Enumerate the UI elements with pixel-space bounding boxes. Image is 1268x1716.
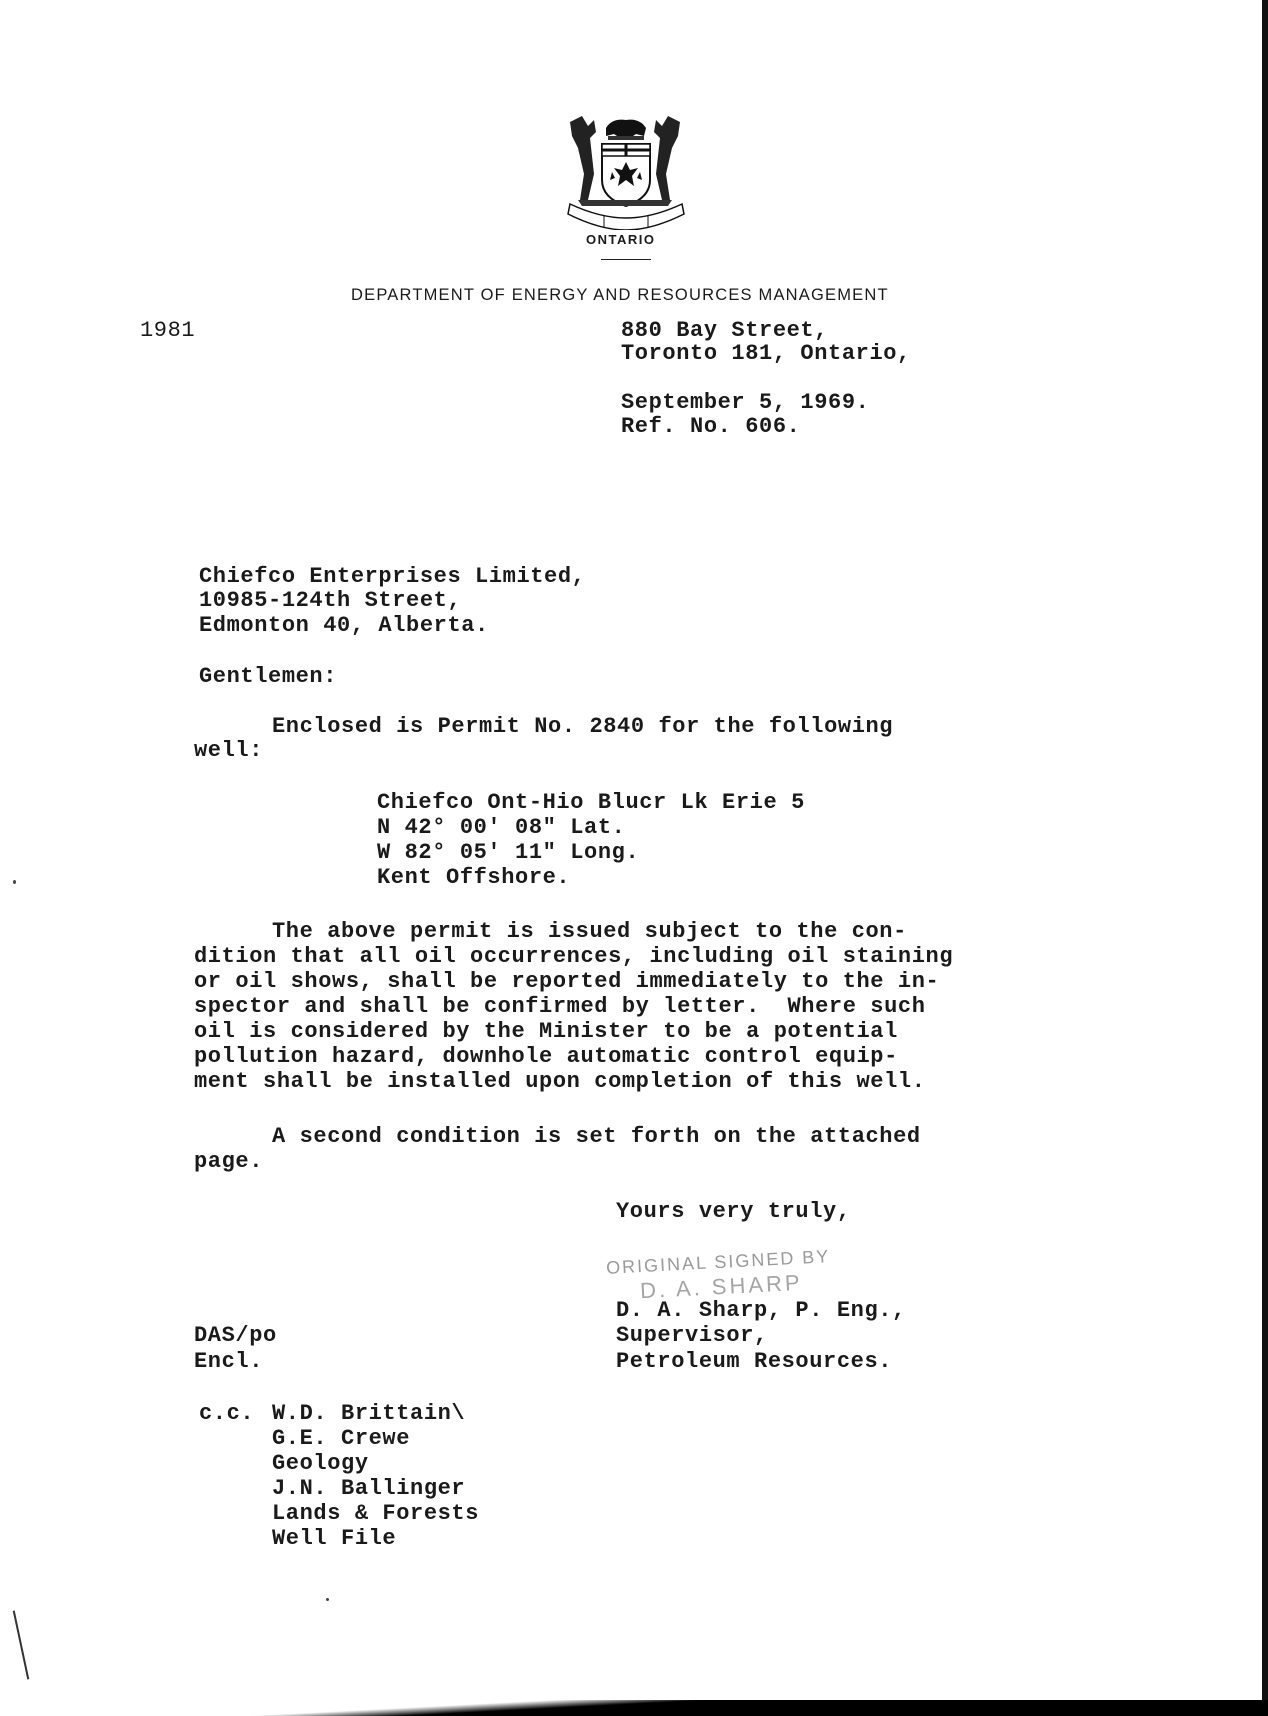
- scan-edge-bottom: [0, 1700, 1268, 1716]
- cc-recipient: Well File: [272, 1526, 397, 1551]
- reference-number: Ref. No. 606.: [621, 414, 801, 439]
- paragraph1-line1: Enclosed is Permit No. 2840 for the following: [272, 714, 894, 739]
- signatory-name: D. A. Sharp, P. Eng.,: [616, 1298, 906, 1323]
- letter-date: September 5, 1969.: [621, 390, 870, 415]
- signatory-unit: Petroleum Resources.: [616, 1349, 893, 1374]
- paragraph2-line: spector and shall be confirmed by letter. Where such: [194, 994, 926, 1019]
- cc-recipient: W.D. Brittain\: [272, 1401, 466, 1426]
- paragraph2-line: dition that all oil occurrences, including oil staining: [194, 944, 954, 969]
- scan-edge-right: [1262, 0, 1268, 1716]
- well-location: Kent Offshore.: [377, 865, 571, 890]
- signature-stamp: ORIGINAL SIGNED BY: [605, 1246, 831, 1278]
- cc-recipient: Lands & Forests: [272, 1501, 480, 1526]
- paragraph1-line2: well:: [194, 738, 264, 763]
- signature-stamp-name: D. A. SHARP: [639, 1269, 804, 1304]
- paragraph3-line1: A second condition is set forth on the attached: [272, 1124, 921, 1149]
- file-number: 1981: [140, 318, 196, 343]
- paragraph2-line: oil is considered by the Minister to be a potential: [194, 1019, 898, 1044]
- recipient-line3: Edmonton 40, Alberta.: [199, 613, 489, 638]
- well-longitude: W 82° 05' 11" Long.: [377, 840, 640, 865]
- ontario-coat-of-arms: [560, 114, 690, 230]
- enclosure-note: Encl.: [194, 1349, 264, 1374]
- cc-recipient: Geology: [272, 1451, 369, 1476]
- cc-recipient: G.E. Crewe: [272, 1426, 411, 1451]
- scan-speck: [326, 1598, 329, 1601]
- scan-mark: [13, 1611, 30, 1680]
- salutation: Gentlemen:: [199, 664, 338, 689]
- paragraph2-line: pollution hazard, downhole automatic control equip-: [194, 1044, 898, 1069]
- cc-recipient: J.N. Ballinger: [272, 1476, 466, 1501]
- signatory-title: Supervisor,: [616, 1323, 768, 1348]
- well-name: Chiefco Ont-Hio Blucr Lk Erie 5: [377, 790, 805, 815]
- well-latitude: N 42° 00' 08" Lat.: [377, 815, 626, 840]
- cc-label: c.c.: [199, 1401, 255, 1426]
- department-name: DEPARTMENT OF ENERGY AND RESOURCES MANAGEMENT: [351, 286, 889, 304]
- paragraph2-line: or oil shows, shall be reported immediately to the in-: [194, 969, 940, 994]
- sender-address-line2: Toronto 181, Ontario,: [621, 341, 911, 366]
- paragraph3-line2: page.: [194, 1149, 264, 1174]
- sender-address-line1: 880 Bay Street,: [621, 318, 829, 343]
- scan-speck: [13, 880, 16, 884]
- letterhead-divider: [601, 259, 651, 260]
- province-label: ONTARIO: [586, 232, 656, 247]
- recipient-line1: Chiefco Enterprises Limited,: [199, 564, 586, 589]
- paragraph2-line: The above permit is issued subject to the con-: [272, 919, 907, 944]
- recipient-line2: 10985-124th Street,: [199, 588, 462, 613]
- typist-initials: DAS/po: [194, 1323, 277, 1348]
- paragraph2-line: ment shall be installed upon completion of this well.: [194, 1069, 926, 1094]
- closing: Yours very truly,: [616, 1199, 851, 1224]
